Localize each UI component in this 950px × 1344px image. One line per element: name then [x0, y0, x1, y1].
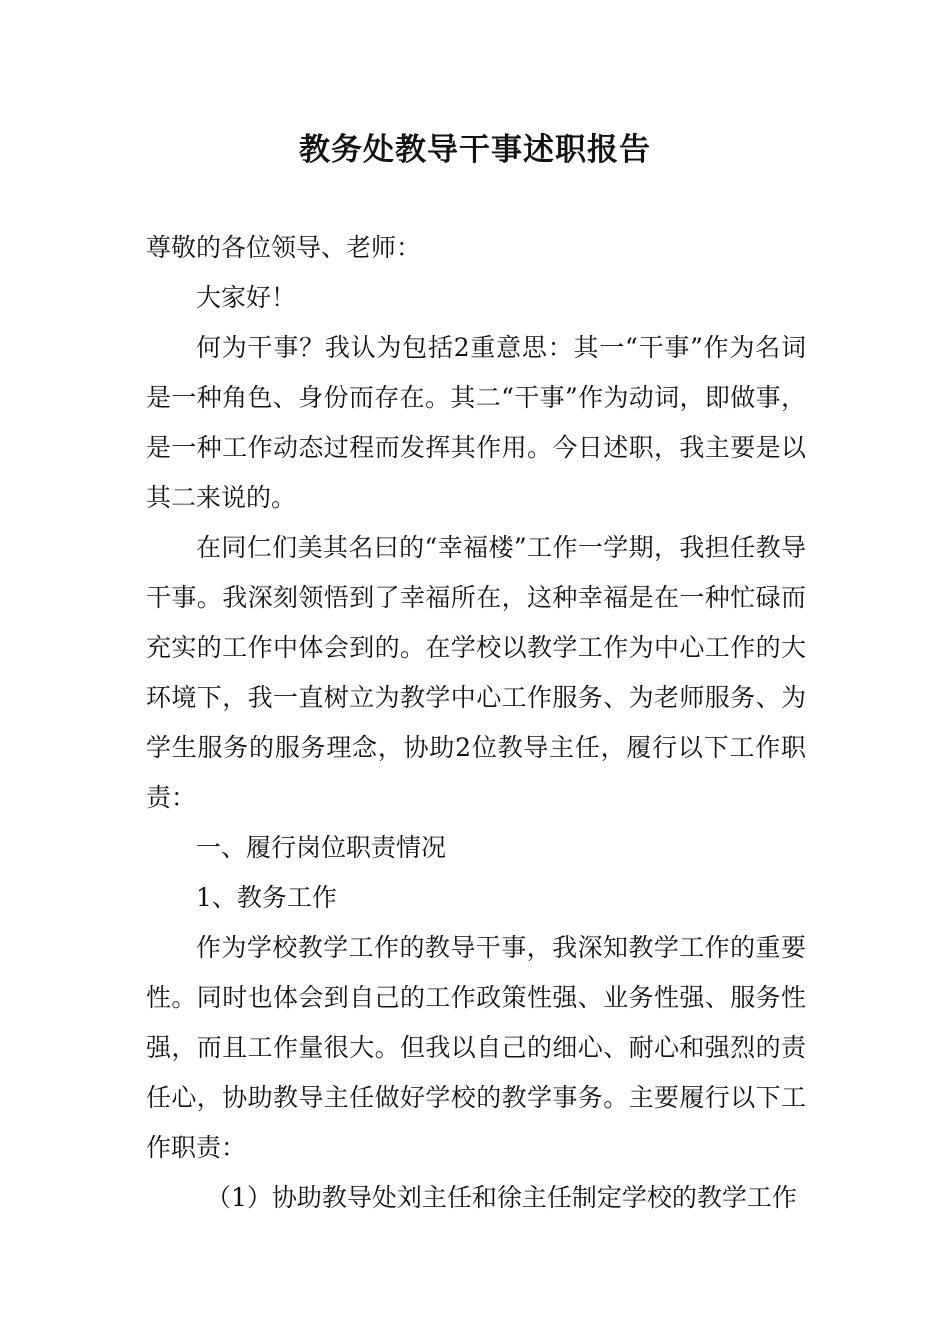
document-body	[146, 223, 806, 1223]
salutation: 尊敬的各位领导、老师：	[146, 233, 422, 262]
paragraph: 作为学校教学工作的教导干事，我深知教学工作的重要性。同时也体会到自己的工作政策性强、业务性强、服务性强，而且工作量很大。但我以自己的细心、耐心和强烈的责任心，协助教导主任做好学校的教学事务。主要履行以下工作职责：	[146, 933, 806, 1162]
list-item: （1）协助教导处刘主任和徐主任制定学校的教学工作	[206, 1183, 797, 1212]
subsection-heading: 1、教务工作	[196, 883, 337, 912]
greeting: 大家好！	[196, 283, 297, 312]
paragraph: 在同仁们美其名曰的“幸福楼”工作一学期，我担任教导干事。我深刻领悟到了幸福所在，这种幸福是在一种忙碌而充实的工作中体会到的。在学校以教学工作为中心工作的大环境下，我一直树立为教学中心工作服务、为老师服务、为学生服务的服务理念，协助2位教导主任，履行以下工作职责：	[146, 533, 806, 812]
document-title: 教务处教导干事述职报告	[299, 132, 651, 168]
paragraph: 何为干事？我认为包括2重意思：其一“干事”作为名词是一种角色、身份而存在。其二“干事”作为动词，即做事，是一种工作动态过程而发挥其作用。今日述职，我主要是以其二来说的。	[146, 333, 806, 512]
section-heading: 一、履行岗位职责情况	[196, 833, 447, 862]
